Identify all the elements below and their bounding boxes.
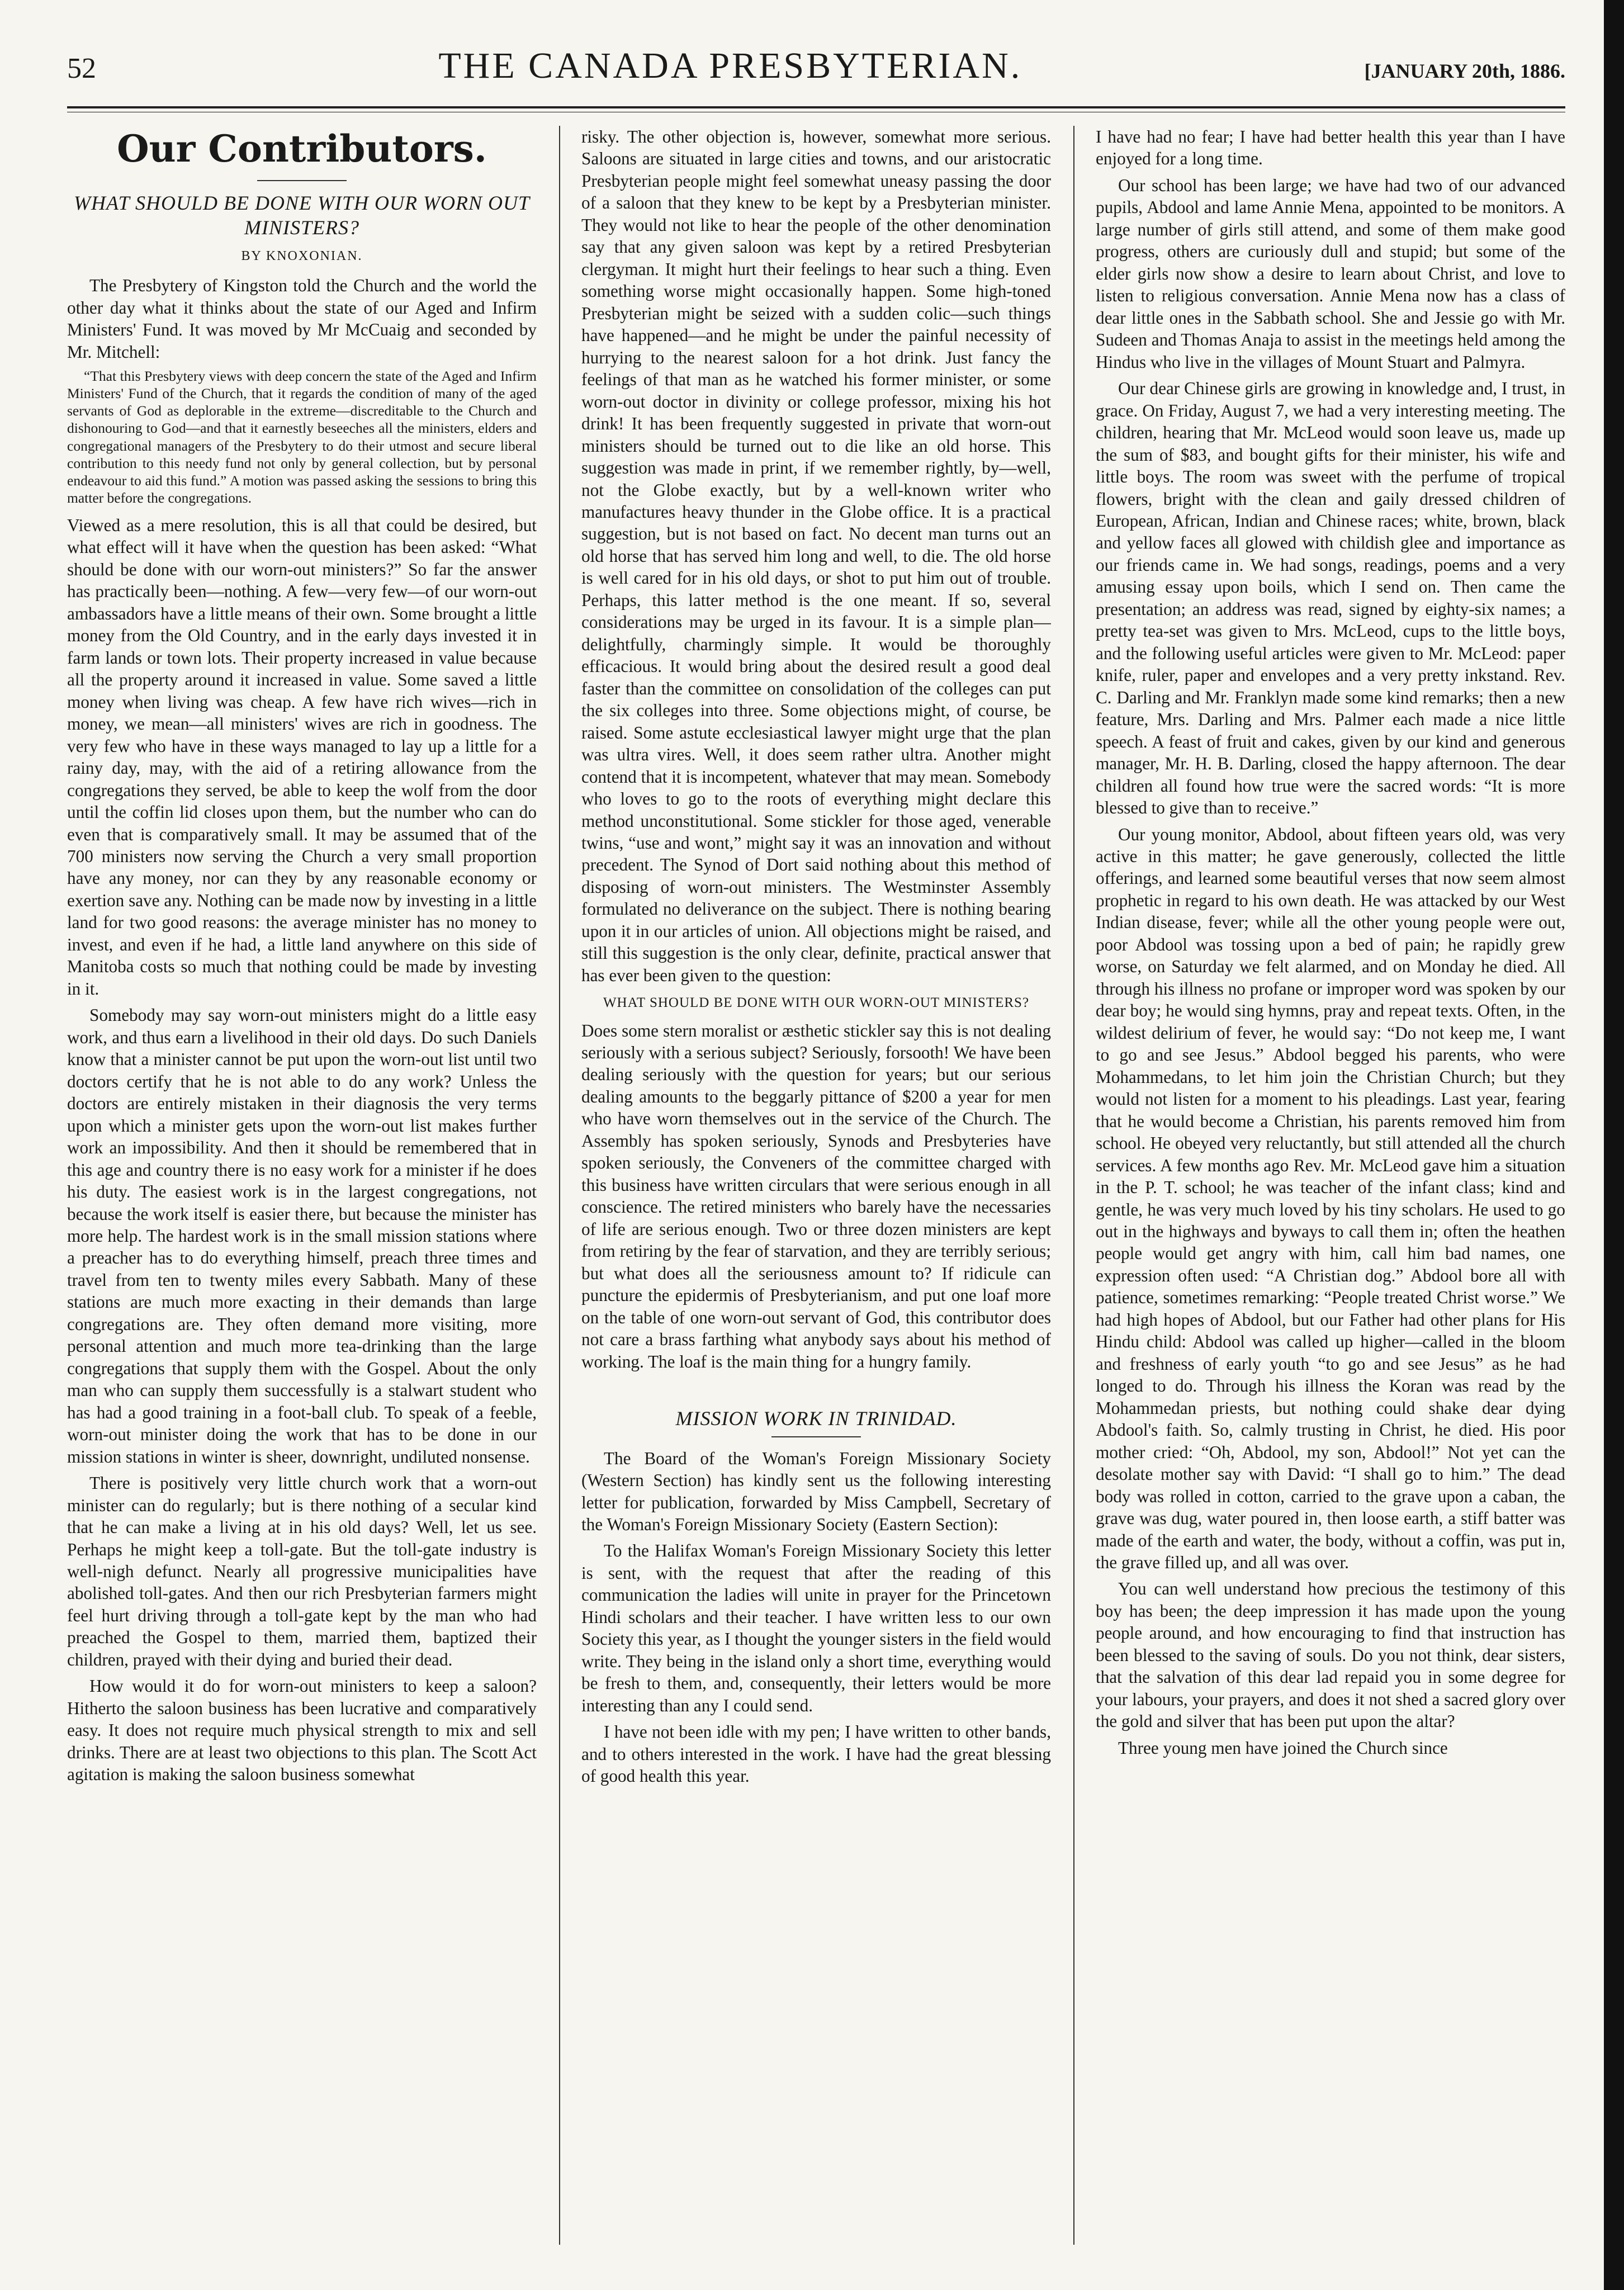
headline-rule: [771, 1436, 861, 1437]
paragraph: Our school has been large; we have had two of our advanced pupils, Abdool and lame Annie Mena, appointed to be monitors. A large number of girls still attend, and some of them make good progress, others are curiously dull and stupid; but some of the elder girls now show a desire to learn about Christ, and love to listen to religious conversation. Annie Mena now has a class of dear little ones in the Sabbath school. She and Jessie go with Mr. Sudeen and Thomas Anaja to assist in the meetings held among the Hindus who live in the villages of Mount Stuart and Palmyra.: [1096, 175, 1565, 372]
paragraph: Viewed as a mere resolution, this is all that could be desired, but what effect will it have when the question has been asked: “What should be done with our worn-out ministers?” So far the answer has practically been—nothing. A few—very few—of our worn-out ambassadors have a little means of their own. Some brought a little money from the Old Country, and in the early days invested it in farm lands or town lots. Their property increased in value because all the property around it increased in value. Some saved a little money when living was cheap. A few have rich wives—rich in money, we mean—all ministers' wives are rich in goodness. The very few who have in these ways managed to lay up a little for a rainy day, may, with the aid of a retiring allowance from the congregations they served, be able to keep the wolf from the door until the coffin lid closes upon them, but the number who can do even that is comparatively small. It may be assumed that of the 700 ministers now serving the Church a very small proportion have any money, nor can they by any reasonable economy or exertion save any. Nothing can be made now by investing in a little land for two good reasons: the average minister has no money to invest, and even if he had, a little land anywhere on this side of Manitoba costs so much that nothing could be made by investing in it.: [67, 515, 537, 999]
paragraph: I have not been idle with my pen; I have written to other bands, and to others interested in the work. I have had the great blessing of good health this year.: [581, 1722, 1051, 1786]
quote-text: “That this Presbytery views with deep concern the state of the Aged and Infirm Ministers' Fund of the Church, that it regards the condition of many of the aged servants of God as deplorable in the extreme—discreditable to the Church and dishonouring to God—and that it earnestly beseeches all the ministers, elders and congregational managers of the Presbytery to do their utmost and secure liberal contribution to this needy fund not only by general collection, but by personal endeavour to aid this fund.” A motion was passed asking the sessions to bring this matter before the congregations.: [67, 368, 537, 506]
paragraph: The Presbytery of Kingston told the Church and the world the other day what it thinks about the state of our Aged and Infirm Ministers' Fund. It was moved by Mr McCuaig and seconded by Mr. Mitchell:: [67, 276, 537, 362]
paragraph: Three young men have joined the Church since: [1118, 1738, 1448, 1758]
paragraph: To the Halifax Woman's Foreign Missionary Society this letter is sent, with the request that after the reading of this communication the ladies will unite in prayer for the Princetown Hindi scholars and their teacher. I have written less to our own Society this year, as I thought the younger sisters in the field would write. They being in the island only a short time, everything would be fresh to them, and, consequently, their letters would be more interesting than any I could send.: [581, 1541, 1051, 1715]
article-subheading: WHAT SHOULD BE DONE WITH OUR WORN-OUT MINISTERS?: [603, 995, 1030, 1011]
newspaper-title: THE CANADA PRESBYTERIAN.: [438, 45, 1022, 86]
column-2: [581, 126, 1051, 2245]
masthead: [67, 45, 1565, 101]
page-number: 52: [67, 53, 96, 84]
article-headline: WHAT SHOULD BE DONE WITH OUR WORN OUT MINISTERS?: [74, 192, 530, 239]
paragraph: You can well understand how precious the testimony of this boy has been; the deep impression it has made upon the young people around, and how encouraging to find that instruction has been blessed to the saving of souls. Do you not think, dear sisters, that the salvation of this dear lad repaid you in some degree for your labours, your prayers, and does it not shed a sacred glory over the gold and silver that has been put upon the altar?: [1096, 1579, 1565, 1731]
column-3: [1096, 126, 1565, 2245]
paragraph: How would it do for worn-out ministers to keep a saloon? Hitherto the saloon business has been lucrative and comparatively easy. It does not require much physical strength to mix and sell drinks. There are at least two objections to this plan. The Scott Act agitation is making the saloon business somewhat: [67, 1676, 537, 1785]
page-edge-bar: [1604, 0, 1624, 2290]
article-byline: BY KNOXONIAN.: [241, 248, 363, 263]
paragraph: There is positively very little church work that a worn-out minister can do regularly; but is there nothing of a secular kind that he can make a living at in his old days? Well, let us see. Perhaps he might keep a toll-gate. But the toll-gate industry is well-nigh defunct. Nearly all progressive municipalities have abolished toll-gates. And then our rich Presbyterian farmers might feel hurt driving through a toll-gate kept by the man who had preached the Gospel to them, married them, baptized their children, prayed with their dying and buried their dead.: [67, 1473, 537, 1669]
paragraph: The Board of the Woman's Foreign Missionary Society (Western Section) has kindly sent us the following interesting letter for publication, forwarded by Miss Campbell, Secretary of the Woman's Foreign Missionary Society (Eastern Section):: [581, 1448, 1051, 1534]
column-divider-2: [1073, 126, 1074, 2245]
paragraph: risky. The other objection is, however, somewhat more serious. Saloons are situated in large cities and towns, and our aristocratic Presbyterian people might feel somewhat uneasy passing the door of a saloon that they knew to be kept by a Presbyterian minister. They would not like to hear the people of the other denomination say that any given saloon was kept by a retired Presbyterian clergyman. It might hurt their feelings to hear such a thing. Even something worse might occasionally happen. Some high-toned Presbyterian might be seized with a sudden colic—such things have happened—and he might be under the painful necessity of hurrying to the nearest saloon for a hot drink. Just fancy the feelings of that man as he watched his former minister, or some worn-out doctor in divinity or college professor, mixing his hot drink! It has been frequently suggested in private that worn-out ministers should be turned out to die like an old horse. This suggestion was made in print, if we remember rightly, by—well, not the Globe exactly, but by a well-known writer who manufactures heavy thunder in the Globe office. It is a practical suggestion, but is not based on fact. No decent man turns out an old horse that has served him long and well, to die. The old horse is well cared for in his old days, or shot to put him out of trouble. Perhaps, this latter method is the one meant. If so, several considerations may be urged in its favour. It is a simple plan—delightfully, charmingly simple. It would be thoroughly efficacious. It would bring about the desired result a good deal faster than the committee on consolidation of the colleges can put the six colleges into three. Some objections might, of course, be raised. Some astute ecclesiastical lawyer might urge that the plan was ultra vires. Well, it does seem rather ultra. Another might contend that it is incompetent, whatever that may mean. Somebody who loves to go to the roots of everything might declare this method unconstitutional. Some stickler for those aged, venerable twins, “use and wont,” might say it was an innovation and without precedent. The Synod of Dort said nothing about this method of disposing of worn-out ministers. The Westminster Assembly formulated no deliverance on the subject. There is nothing bearing upon it in our articles of union. All objections might be raised, and still this suggestion is the only clear, definite, practical answer that has ever been given to the question:: [581, 127, 1051, 985]
paragraph: Our young monitor, Abdool, about fifteen years old, was very active in this matter; he gave generously, collected the little offerings, and learned some beautiful verses that now seem almost prophetic in regard to his own death. He was attacked by our West Indian disease, fever; while all the other young people were out, poor Abdool was tossing upon a bed of pain; he rapidly grew worse, on Saturday we felt alarmed, and on Monday he died. All through his illness no profane or improper word was spoken by our dear boy; he would sing hymns, pray and repeat texts. Often, in the wildest delirium of fever, he would say: “Do not keep me, I want to go and see Jesus.” Abdool begged his parents, who were Mohammedans, to let him join the Christian Church; but they would not listen for a moment to his pleadings. Last year, fearing that he would become a Christian, his parents removed him from school. He obeyed very reluctantly, but still attended all the church services. A few months ago Rev. Mr. McLeod gave him a situation in the P. T. school; he was teacher of the infant class; kind and gentle, he was very much loved by his tiny scholars. He used to go out in the highways and byways to call them in; often the heathen people would get angry with him, call him bad names, one expression often used: “A Christian dog.” Abdool bore all with patience, sometimes remarking: “People treated Christ worse.” We had high hopes of Abdool, but our Father had other plans for His Hindu child: Abdool was called up higher—called in the bloom and freshness of early youth “to go and see Jesus” as he had longed to do. Through his illness the Koran was read by the Mohammedan priests, but nothing could shake dear dying Abdool's faith. So, calmly trusting in Christ, he died. His poor mother cried: “Oh, Abdool, my son, Abdool!” Not yet can the desolate mother say with David: “I shall go to him.” The dead body was rolled in cotton, carried to the grave upon a caban, the grave was dug, water poured in, then loose earth, a stiff batter was made of the earth and water, the body, without a coffin, was put in, the grave filled up, and all was over.: [1096, 824, 1565, 1572]
paragraph: I have had no fear; I have had better health this year than I have enjoyed for a long time.: [1096, 127, 1565, 169]
mission-article-headline: MISSION WORK IN TRINIDAD.: [675, 1407, 957, 1430]
masthead-rule: [67, 106, 1565, 108]
resolution-quote: [67, 367, 537, 507]
column-1: [67, 126, 537, 2245]
column-divider-1: [559, 126, 560, 2245]
section-rule: [257, 180, 347, 181]
paragraph: Does some stern moralist or æsthetic stickler say this is not dealing seriously with a serious subject? Seriously, forsooth! We have been dealing seriously with the question for years; but our serious dealing amounts to the beggarly pittance of $200 a year for men who have worn themselves out in the service of the Church. The Assembly has spoken seriously, Synods and Presbyteries have spoken seriously, the Conveners of the committee charged with this business have written circulars that were serious enough in all conscience. The retired ministers who barely have the necessaries of life are serious enough. Two or three dozen ministers are kept from retiring by the fear of starvation, and they are terribly serious; but what does all the seriousness amount to? If ridicule can puncture the epidermis of Presbyterianism, and put one loaf more on the table of one worn-out servant of God, this contributor does not care a brass farthing what anybody says about his method of working. The loaf is the main thing for a hungry family.: [581, 1020, 1051, 1371]
paragraph: Our dear Chinese girls are growing in knowledge and, I trust, in grace. On Friday, August 7, we had a very interesting meeting. The children, hearing that Mr. McLeod would soon leave us, made up the sum of $83, and bought gifts for their minister, his wife and little boys. The room was sweet with the perfume of tropical flowers, bright with the clean and gaily dressed children of European, African, Indian and Chinese races; white, brown, black and yellow faces all glowed with childish glee and importance as our friends came in. We had songs, readings, poems and a very amusing essay upon boils, which I send on. Then came the presentation; an address was read, signed by eighty-six names; a pretty tea-set was given to Mrs. McLeod, cups to the little boys, and the following useful articles were given to Mr. McLeod: paper knife, ruler, paper and envelopes and a very pretty inkstand. Rev. C. Darling and Mr. Franklyn made some kind remarks; then a new feature, Mrs. Darling and Mrs. Palmer each made a nice little speech. A feast of fruit and cakes, given by our kind and generous manager, Mr. H. B. Darling, closed the happy afternoon. The dear children all found how true were the sacred words: “It is more blessed to give than to receive.”: [1096, 378, 1565, 818]
issue-date: [JANUARY 20th, 1886.: [1364, 60, 1565, 82]
paragraph: Somebody may say worn-out ministers might do a little easy work, and thus earn a livelihood in their old days. Do such Daniels know that a minister cannot be put upon the worn-out list until two doctors certify that he is not able to do any work? Unless the doctors are entirely mistaken in their diagnosis the very terms upon which a minister gets upon the worn-out list makes further work an impossibility. And then it should be remembered that in this age and country there is no easy work for a minister if he does his duty. The easiest work is in the largest congregations, not because the work itself is easier there, but because the minister has more help. The hardest work is in the small mission stations where a preacher has to do everything himself, preach three times and travel from ten to twenty miles every Sabbath. Many of these stations are much more exacting in their demands than large congregations are. They often demand more visiting, more personal attention and much more tea-drinking than the large congregations that supply them with the Gospel. About the only man who can supply them successfully is a stalwart student who has had a good training in a foot-ball club. To speak of a feeble, worn-out minister doing the work that has to be done in our mission stations in winter is sheer, downright, undiluted nonsense.: [67, 1005, 537, 1466]
newspaper-page: [67, 22, 1565, 2264]
section-title: Our Contributors.: [117, 127, 487, 171]
